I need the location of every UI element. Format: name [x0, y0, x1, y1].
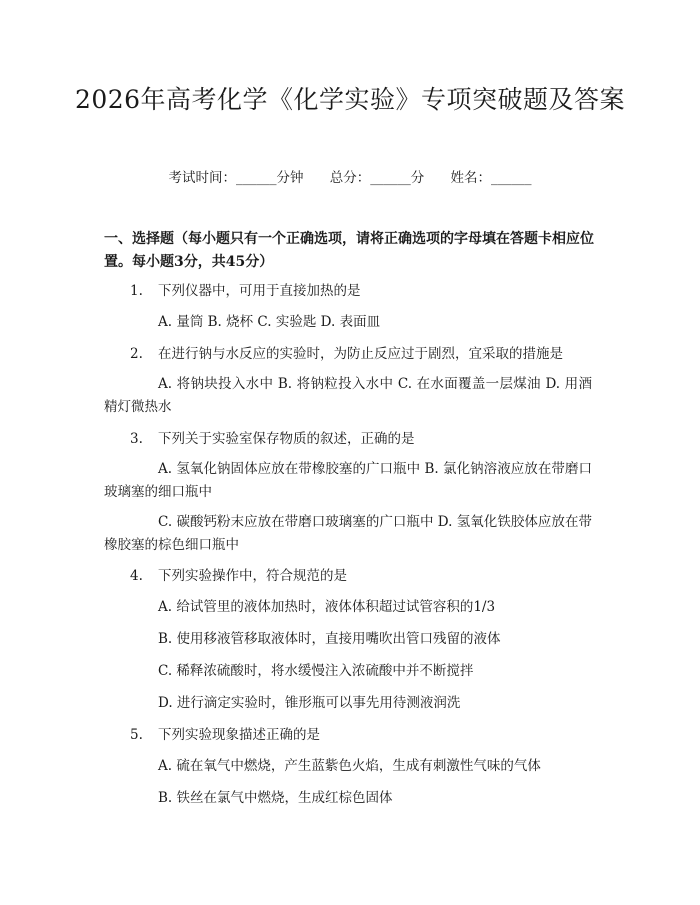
question-stem: 下列实验现象描述正确的是 — [158, 727, 320, 743]
section-heading: 一、选择题（每小题只有一个正确选项，请将正确选项的字母填在答题卡相应位置。每小题3分，共45分） — [104, 231, 594, 270]
total-score-field — [330, 168, 425, 188]
student-name-field — [451, 168, 532, 188]
question-number: 1. — [130, 283, 143, 299]
question-2 — [130, 344, 620, 364]
question-4-option-b: B. 使用移液管移取液体时，直接用嘴吹出管口残留的液体 — [158, 631, 501, 647]
question-stem: 下列仪器中，可用于直接加热的是 — [158, 283, 361, 299]
question-3-option-cd: C. 碳酸钙粉末应放在带磨口玻璃塞的广口瓶中 D. 氢氧化铁胶体应放在带橡胶塞的棕色细口瓶中 — [104, 514, 592, 553]
total-score-unit: 分 — [410, 170, 425, 186]
student-name-blank: ______ — [491, 170, 532, 186]
page-title: 2026年高考化学《化学实验》专项突破题及答案 — [74, 85, 626, 114]
exam-time-blank: ______ — [235, 170, 277, 186]
question-2-options: A. 将钠块投入水中 B. 将钠粒投入水中 C. 在水面覆盖一层煤油 D. 用酒精灯微热水 — [104, 376, 592, 415]
question-5 — [130, 725, 620, 745]
total-score-label: 总分： — [329, 170, 371, 186]
question-number: 3. — [130, 431, 143, 447]
total-score-blank: ______ — [370, 170, 411, 186]
question-number: 4. — [130, 568, 143, 584]
question-4-option-c: C. 稀释浓硫酸时，将水缓慢注入浓硫酸中并不断搅拌 — [158, 663, 474, 679]
question-number: 2. — [130, 346, 143, 362]
question-4-option-d: D. 进行滴定实验时，锥形瓶可以事先用待测液润洗 — [158, 695, 461, 711]
question-5-option-b: B. 铁丝在氯气中燃烧，生成红棕色固体 — [158, 790, 393, 806]
exam-time-field — [168, 168, 303, 188]
exam-time-unit: 分钟 — [276, 170, 304, 186]
question-4-option-a: A. 给试管里的液体加热时，液体体积超过试管容积的1/3 — [158, 599, 496, 615]
question-stem: 下列实验操作中，符合规范的是 — [158, 568, 347, 584]
exam-time-label: 考试时间： — [168, 170, 236, 186]
question-stem: 在进行钠与水反应的实验时，为防止反应过于剧烈，宜采取的措施是 — [158, 346, 563, 362]
question-1 — [130, 281, 620, 301]
question-stem: 下列关于实验室保存物质的叙述，正确的是 — [158, 431, 415, 447]
question-3-option-ab: A. 氢氧化钠固体应放在带橡胶塞的广口瓶中 B. 氯化钠溶液应放在带磨口玻璃塞的细口瓶中 — [104, 461, 592, 500]
student-name-label: 姓名： — [450, 170, 492, 186]
question-1-options: A. 量筒 B. 烧杯 C. 实验匙 D. 表面皿 — [158, 314, 381, 330]
question-3 — [130, 429, 620, 449]
exam-info-line — [0, 168, 700, 188]
question-5-option-a: A. 硫在氧气中燃烧，产生蓝紫色火焰，生成有刺激性气味的气体 — [158, 758, 541, 774]
question-number: 5. — [130, 727, 143, 743]
question-4 — [130, 566, 620, 586]
